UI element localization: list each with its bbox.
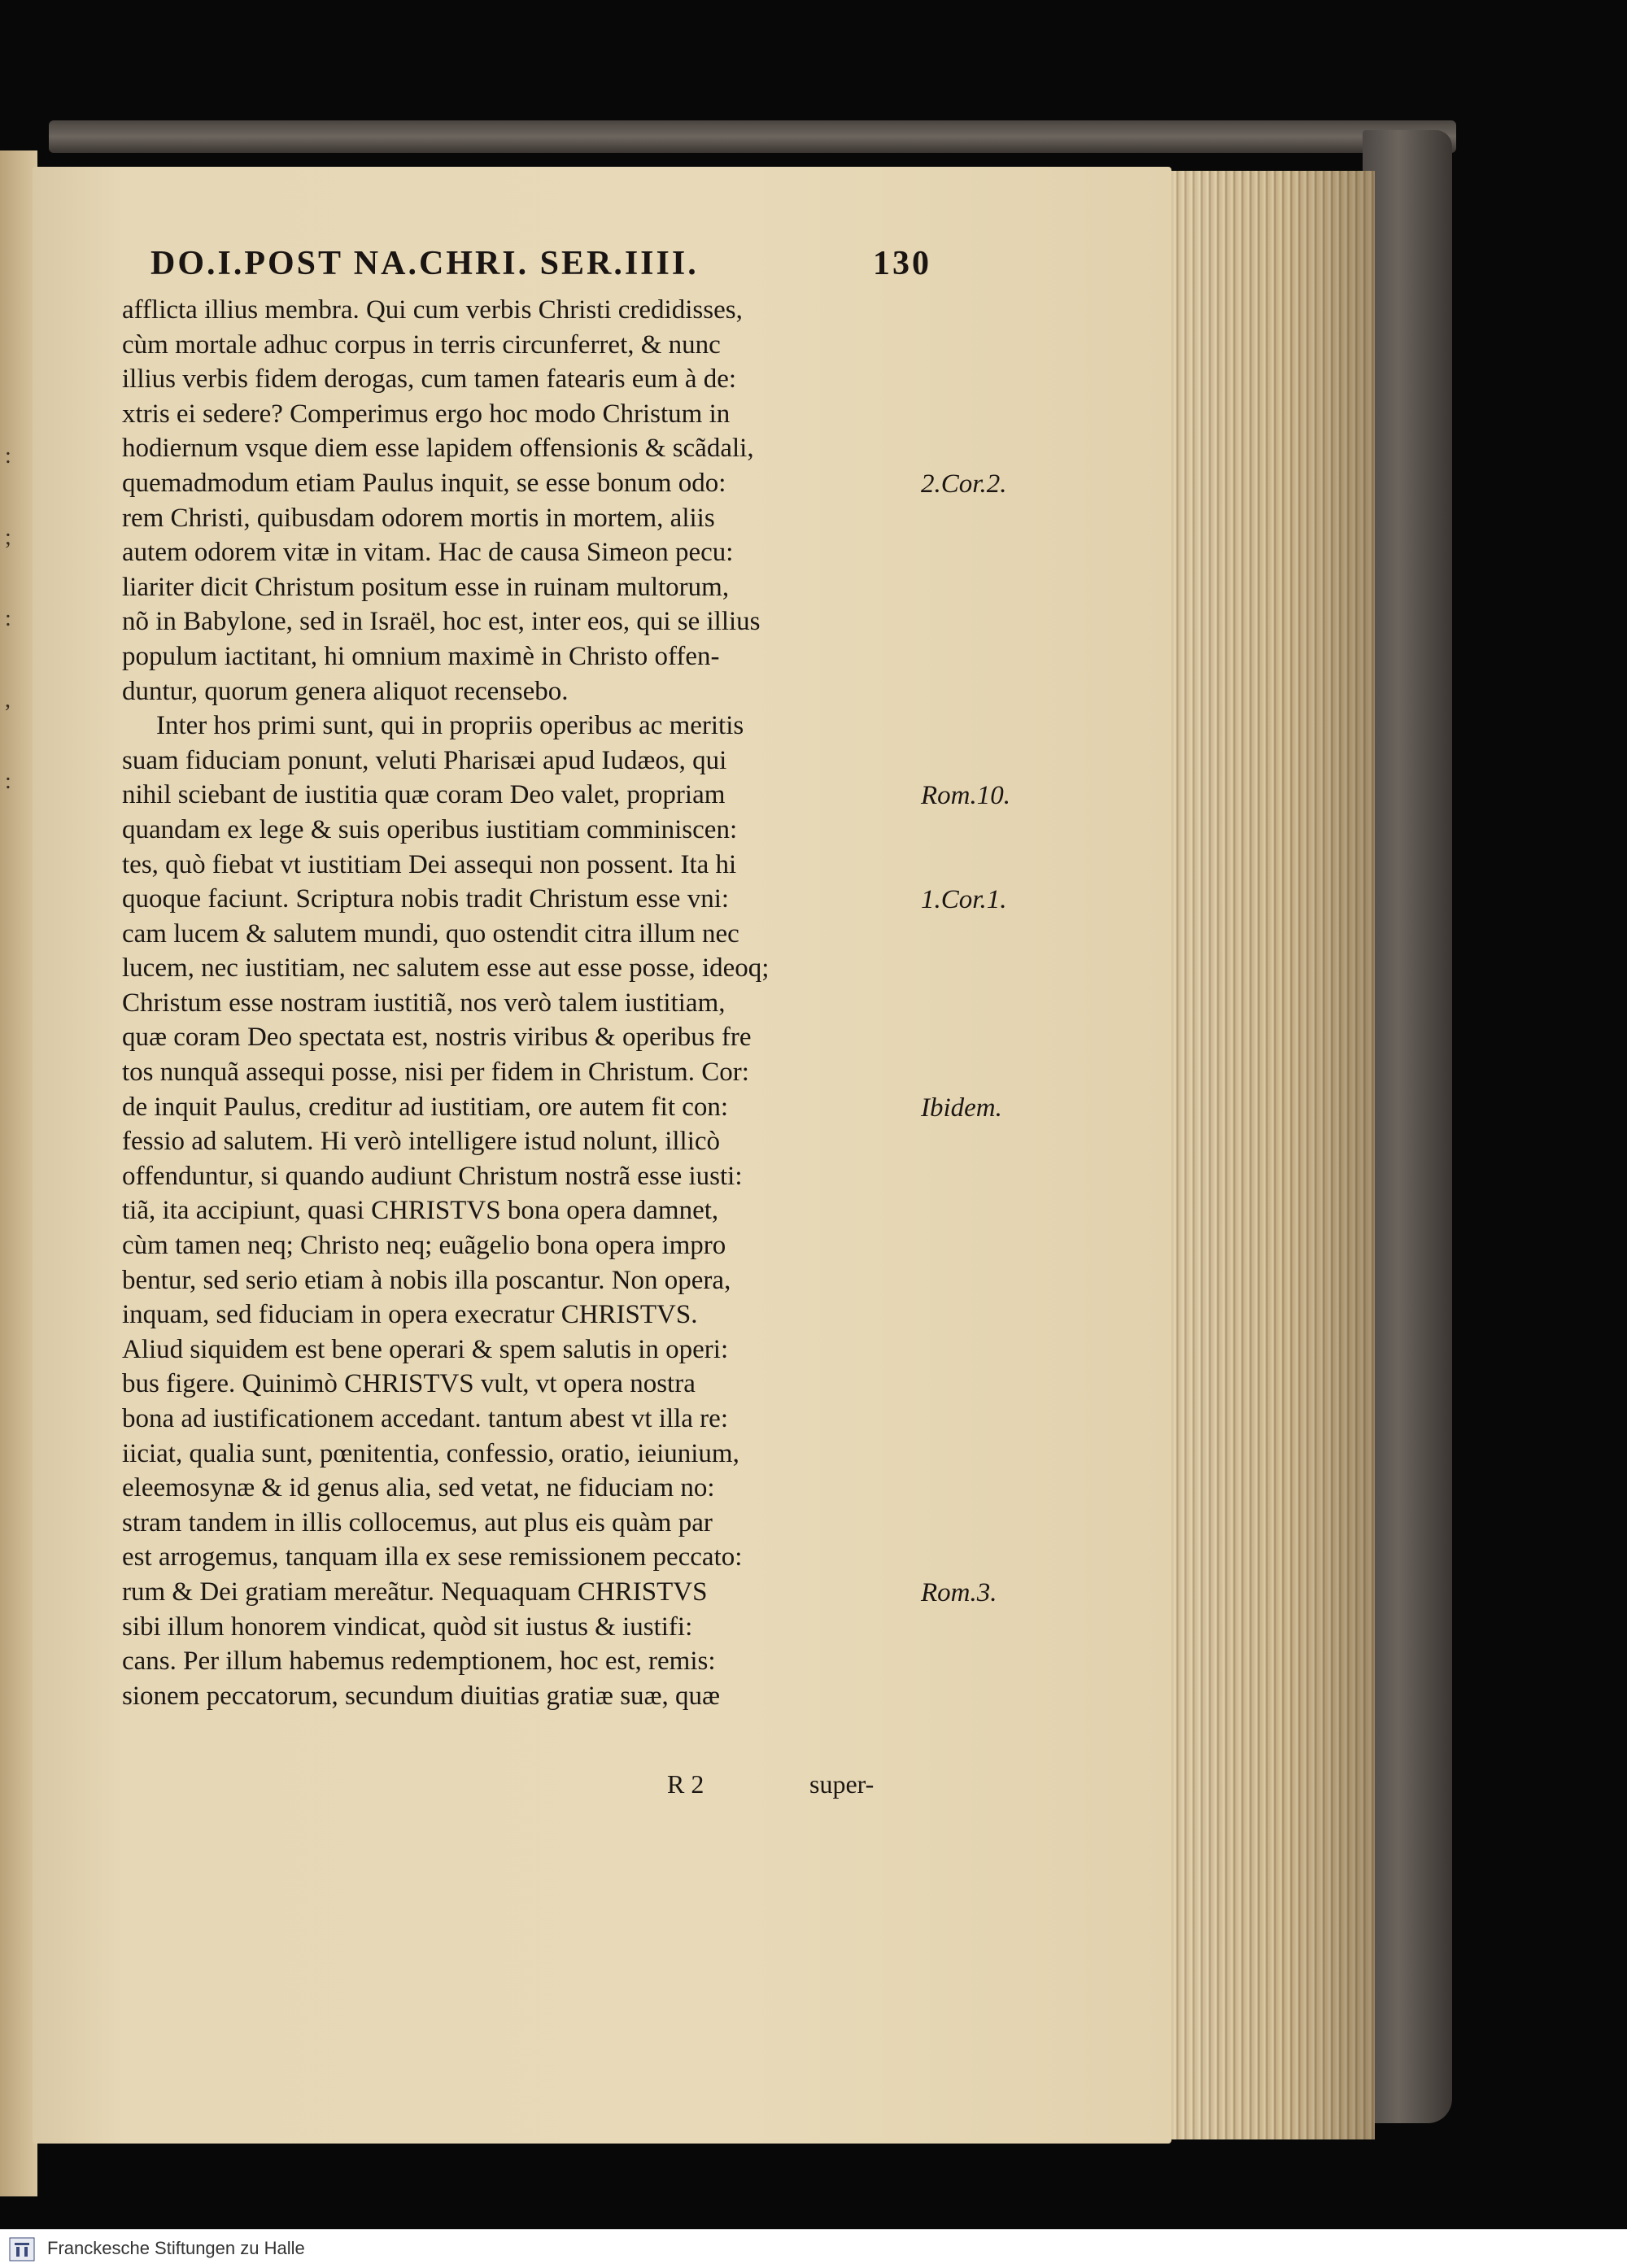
running-title: DO.I.POST NA.CHRI. SER.IIII. — [150, 245, 699, 282]
text-line: tes, quò fiebat vt iustitiam Dei assequi non possent. Ita hi — [122, 849, 737, 879]
page-edges-shade — [1155, 171, 1375, 2139]
text-line: offenduntur, si quando audiunt Christum nostrã esse iusti: — [122, 1161, 743, 1191]
text-line: est arrogemus, tanquam illa ex sese remissionem peccato: — [122, 1542, 743, 1572]
text-line: cam lucem & salutem mundi, quo ostendit citra illum nec — [122, 918, 739, 949]
previous-page-marks: : ; : , : — [5, 443, 11, 794]
text-line: fessio ad salutem. Hi verò intelligere istud nolunt, illicò — [122, 1127, 721, 1157]
page-body-text — [122, 293, 940, 1713]
text-line: duntur, quorum genera aliquot recensebo. — [122, 676, 569, 706]
text-line: nõ in Babylone, sed in Israël, hoc est, inter eos, qui se illius — [122, 607, 761, 637]
text-line: rum & Dei gratiam mereãtur. Nequaquam CHRISTVS — [122, 1577, 708, 1607]
text-line: inquam, sed fiduciam in opera execratur CHRISTVS. — [122, 1300, 698, 1330]
catchword: super- — [809, 1769, 875, 1799]
book-cover-right — [1363, 130, 1452, 2123]
text-line: autem odorem vitæ in vitam. Hac de causa Simeon pecu: — [122, 538, 734, 568]
institution-logo-icon — [8, 2236, 36, 2262]
text-line: quæ coram Deo spectata est, nostris viribus & operibus fre — [122, 1023, 752, 1053]
text-line: sibi illum honorem vindicat, quòd sit iustus & iustifi: — [122, 1612, 693, 1642]
text-line: suam fiduciam ponunt, veluti Pharisæi apud Iudæos, qui — [122, 745, 727, 775]
margin-note: 1.Cor.1. — [921, 885, 1007, 915]
text-line: stram tandem in illis collocemus, aut plus eis quàm par — [122, 1507, 713, 1537]
institution-name: Franckesche Stiftungen zu Halle — [47, 2238, 305, 2258]
text-line: quemadmodum etiam Paulus inquit, se esse bonum odo: — [122, 468, 726, 498]
margin-note: Ibidem. — [921, 1093, 1002, 1123]
text-line: bona ad iustificationem accedant. tantum abest vt illa re: — [122, 1404, 728, 1433]
text-line: bentur, sed serio etiam à nobis illa poscantur. Non opera, — [122, 1265, 731, 1295]
margin-note: Rom.10. — [921, 781, 1010, 811]
text-line: de inquit Paulus, creditur ad iustitiam, ore autem fit con: — [122, 1092, 729, 1122]
text-line: sionem peccatorum, secundum diuitias gratiæ suæ, quæ — [122, 1681, 721, 1711]
text-line: iiciat, qualia sunt, pœnitentia, confessio, oratio, ieiunium, — [122, 1438, 739, 1468]
text-line: Aliud siquidem est bene operari & spem salutis in operi: — [122, 1334, 729, 1364]
text-line: xtris ei sedere? Comperimus ergo hoc modo Christum in — [122, 399, 731, 429]
margin-note: Rom.3. — [921, 1578, 997, 1608]
text-line: hodiernum vsque diem esse lapidem offensionis & scãdali, — [122, 434, 754, 464]
text-line: bus figere. Quinimò CHRISTVS vult, vt opera nostra — [122, 1369, 696, 1399]
book-cover-top — [49, 120, 1456, 153]
viewer-footer — [0, 2229, 1627, 2268]
text-line: rem Christi, quibusdam odorem mortis in mortem, aliis — [122, 503, 715, 533]
text-line: Christum esse nostram iustitiã, nos verò talem iustitiam, — [122, 988, 726, 1018]
margin-note: 2.Cor.2. — [921, 469, 1007, 499]
running-head — [150, 244, 931, 283]
signature-mark: R 2 — [667, 1769, 704, 1799]
text-line: cans. Per illum habemus redemptionem, hoc est, remis: — [122, 1646, 716, 1677]
text-line: tos nunquã assequi posse, nisi per fidem in Christum. Cor: — [122, 1058, 749, 1088]
text-line: eleemosynæ & id genus alia, sed vetat, ne fiduciam no: — [122, 1473, 715, 1503]
text-line: populum iactitant, hi omnium maximè in Christo offen- — [122, 641, 720, 671]
text-line: cùm mortale adhuc corpus in terris circunferret, & nunc — [122, 329, 721, 360]
text-line: lucem, nec iustitiam, nec salutem esse aut esse posse, ideoq; — [122, 953, 770, 984]
text-line: illius verbis fidem derogas, cum tamen fatearis eum à de: — [122, 364, 737, 395]
text-line: tiã, ita accipiunt, quasi CHRISTVS bona opera damnet, — [122, 1196, 719, 1226]
folio-number: 130 — [873, 245, 931, 282]
text-line: nihil sciebant de iustitia quæ coram Deo valet, propriam — [122, 780, 726, 810]
text-line: afflicta illius membra. Qui cum verbis Christi credidisses, — [122, 295, 743, 325]
text-line: quandam ex lege & suis operibus iustitiam comminiscen: — [122, 814, 738, 844]
text-line: quoque faciunt. Scriptura nobis tradit Christum esse vni: — [122, 884, 730, 914]
text-line: liariter dicit Christum positum esse in ruinam multorum, — [122, 572, 730, 602]
text-line: Inter hos primi sunt, qui in propriis operibus ac meritis — [156, 711, 744, 741]
text-line: cùm tamen neq; Christo neq; euãgelio bona opera impro — [122, 1231, 726, 1261]
